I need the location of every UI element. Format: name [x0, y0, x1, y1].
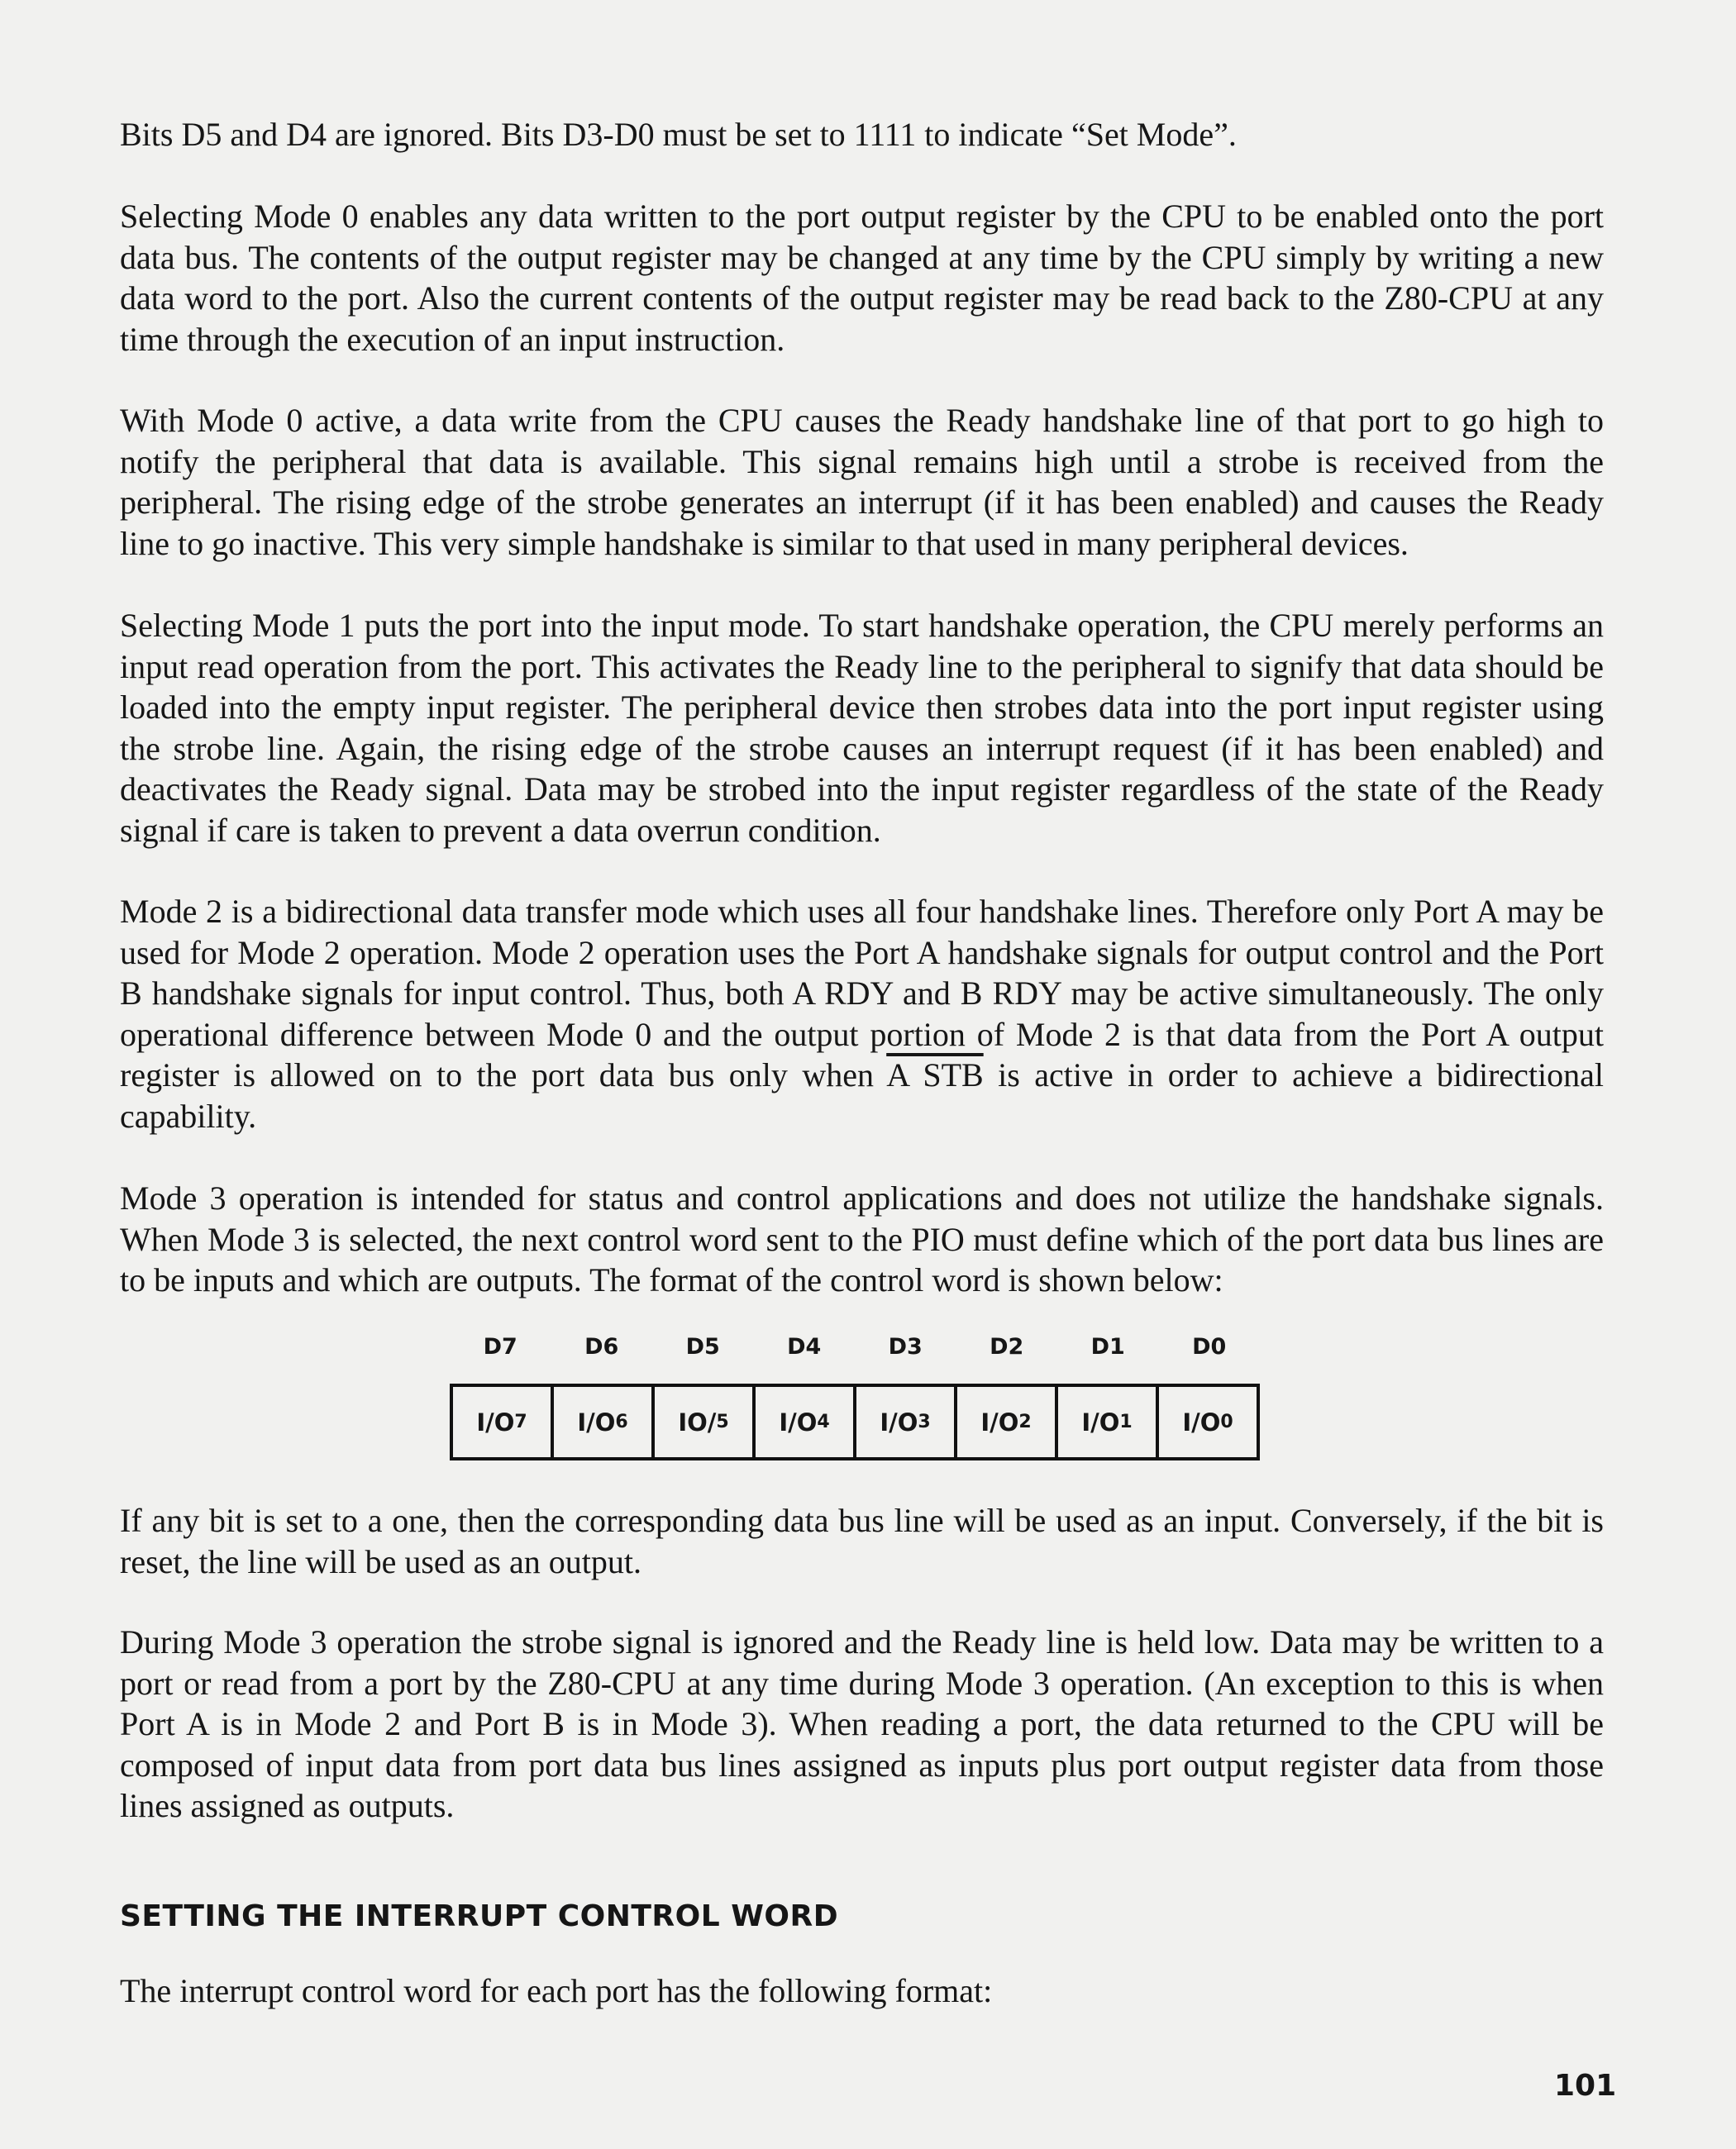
bit-cell-4-sub: 4	[817, 1412, 830, 1432]
page-number: 101	[1554, 2069, 1617, 2103]
bit-labels-row	[450, 1331, 1260, 1364]
bit-cell-2	[957, 1387, 1058, 1457]
bit-cell-1-sub: 1	[1119, 1412, 1133, 1432]
bit-cell-7-sub: 7	[514, 1412, 527, 1432]
a-stb-signal-overlined: A STB	[886, 1056, 984, 1094]
bit-cell-6	[554, 1387, 655, 1457]
bit-cells-row	[450, 1384, 1260, 1460]
bit-cell-2-base: I/O	[980, 1408, 1019, 1437]
paragraph-mode-1: Selecting Mode 1 puts the port into the input mode. To start handshake operation, the CPU merely performs an input read operation from the port. This activates the Ready line to the peripheral to signify that data should be loaded into the empty input register. The peripheral device then strobes data into the port input register using the strobe line. Again, the rising edge of the strobe causes an interrupt request (if it has been enabled) and deactivates the Ready signal. Data may be strobed into the input register regardless of the state of the Ready signal if care is taken to prevent a data overrun condition.	[120, 607, 1604, 849]
paragraph-interrupt-format: The interrupt control word for each port has the following format:	[120, 1972, 993, 2009]
paragraph-mode-0-select: Selecting Mode 0 enables any data written to the port output register by the CPU to be enabled onto the port data bus. The contents of the output register may be changed at any time by the CPU simply by writing a new data word to the port. Also the current contents of the output register may be read back to the Z80-CPU at any time through the execution of an input instruction.	[120, 198, 1604, 358]
bit-cell-4	[756, 1387, 856, 1457]
bit-label-d0: D0	[1192, 1334, 1227, 1360]
bit-label-d7: D7	[483, 1334, 517, 1360]
bit-cell-3-base: I/O	[880, 1408, 918, 1437]
paragraph-set-mode-bits: Bits D5 and D4 are ignored. Bits D3-D0 must be set to 1111 to indicate “Set Mode”.	[120, 116, 1237, 153]
bit-cell-0-sub: 0	[1220, 1412, 1233, 1432]
bit-cell-0-base: I/O	[1182, 1408, 1221, 1437]
bit-cell-5	[655, 1387, 756, 1457]
bit-cell-6-sub: 6	[615, 1412, 628, 1432]
paragraph-mode-2-text: Mode 2 is a bidirectional data transfer mode which uses all four handshake lines. Therefore only Port A may be used for Mode 2 operation. Mode 2 operation uses the Port A handshake signals for output control and the Port B handshake signals for input control. Thus, both A RDY and B RDY may be active simultaneously. The only operational difference between Mode 0 and the output portion of Mode 2 is that data from the Port A output register is allowed on to the port data bus only when	[120, 893, 1604, 1094]
section-heading: SETTING THE INTERRUPT CONTROL WORD	[120, 1899, 839, 1933]
bit-cell-4-base: I/O	[779, 1408, 818, 1437]
bit-cell-5-sub: 5	[716, 1412, 729, 1432]
bit-cell-2-sub: 2	[1018, 1412, 1032, 1432]
bit-cell-5-base: IO/	[678, 1408, 717, 1437]
bit-cell-1-base: I/O	[1081, 1408, 1120, 1437]
bit-cell-6-base: I/O	[577, 1408, 616, 1437]
paragraph-mode-2	[120, 891, 1604, 1136]
bit-label-d3: D3	[888, 1334, 923, 1360]
paragraph-bit-meaning: If any bit is set to a one, then the corresponding data bus line will be used as an input. Conversely, if the bit is reset, the line will be used as an output.	[120, 1502, 1604, 1580]
bit-label-d1: D1	[1090, 1334, 1125, 1360]
bit-label-d6: D6	[584, 1334, 619, 1360]
bit-label-d2: D2	[990, 1334, 1024, 1360]
control-word-diagram	[450, 1331, 1260, 1460]
bit-label-d4: D4	[787, 1334, 822, 1360]
bit-cell-3-sub: 3	[918, 1412, 931, 1432]
paragraph-mode-3-operation: During Mode 3 operation the strobe signal is ignored and the Ready line is held low. Data may be written to a port or read from a port by the Z80-CPU at any time during Mode 3 operation. (An exception to this is when Port A is in Mode 2 and Port B is in Mode 3). When reading a port, the data returned to the CPU will be composed of input data from port data bus lines assigned as inputs plus port output register data from those lines assigned as outputs.	[120, 1623, 1604, 1824]
paragraph-mode-0-handshake: With Mode 0 active, a data write from the CPU causes the Ready handshake line of that port to go high to notify the peripheral that data is available. This signal remains high until a strobe is received from the peripheral. The rising edge of the strobe generates an interrupt (if it has been enabled) and causes the Ready line to go inactive. This very simple handshake is similar to that used in many peripheral devices.	[120, 402, 1604, 562]
bit-cell-0	[1159, 1387, 1257, 1457]
paragraph-mode-2-text-end: is active in order to achieve a bidirectional capability.	[120, 1056, 1605, 1135]
bit-label-d5: D5	[685, 1334, 720, 1360]
bit-cell-7	[453, 1387, 554, 1457]
paragraph-mode-3: Mode 3 operation is intended for status and control applications and does not utilize the handshake signals. When Mode 3 is selected, the next control word sent to the PIO must define which of the port data bus lines are to be inputs and which are outputs. The format of the control word is shown below:	[120, 1179, 1604, 1298]
bit-cell-1	[1058, 1387, 1159, 1457]
bit-cell-3	[856, 1387, 957, 1457]
bit-cell-7-base: I/O	[476, 1408, 515, 1437]
